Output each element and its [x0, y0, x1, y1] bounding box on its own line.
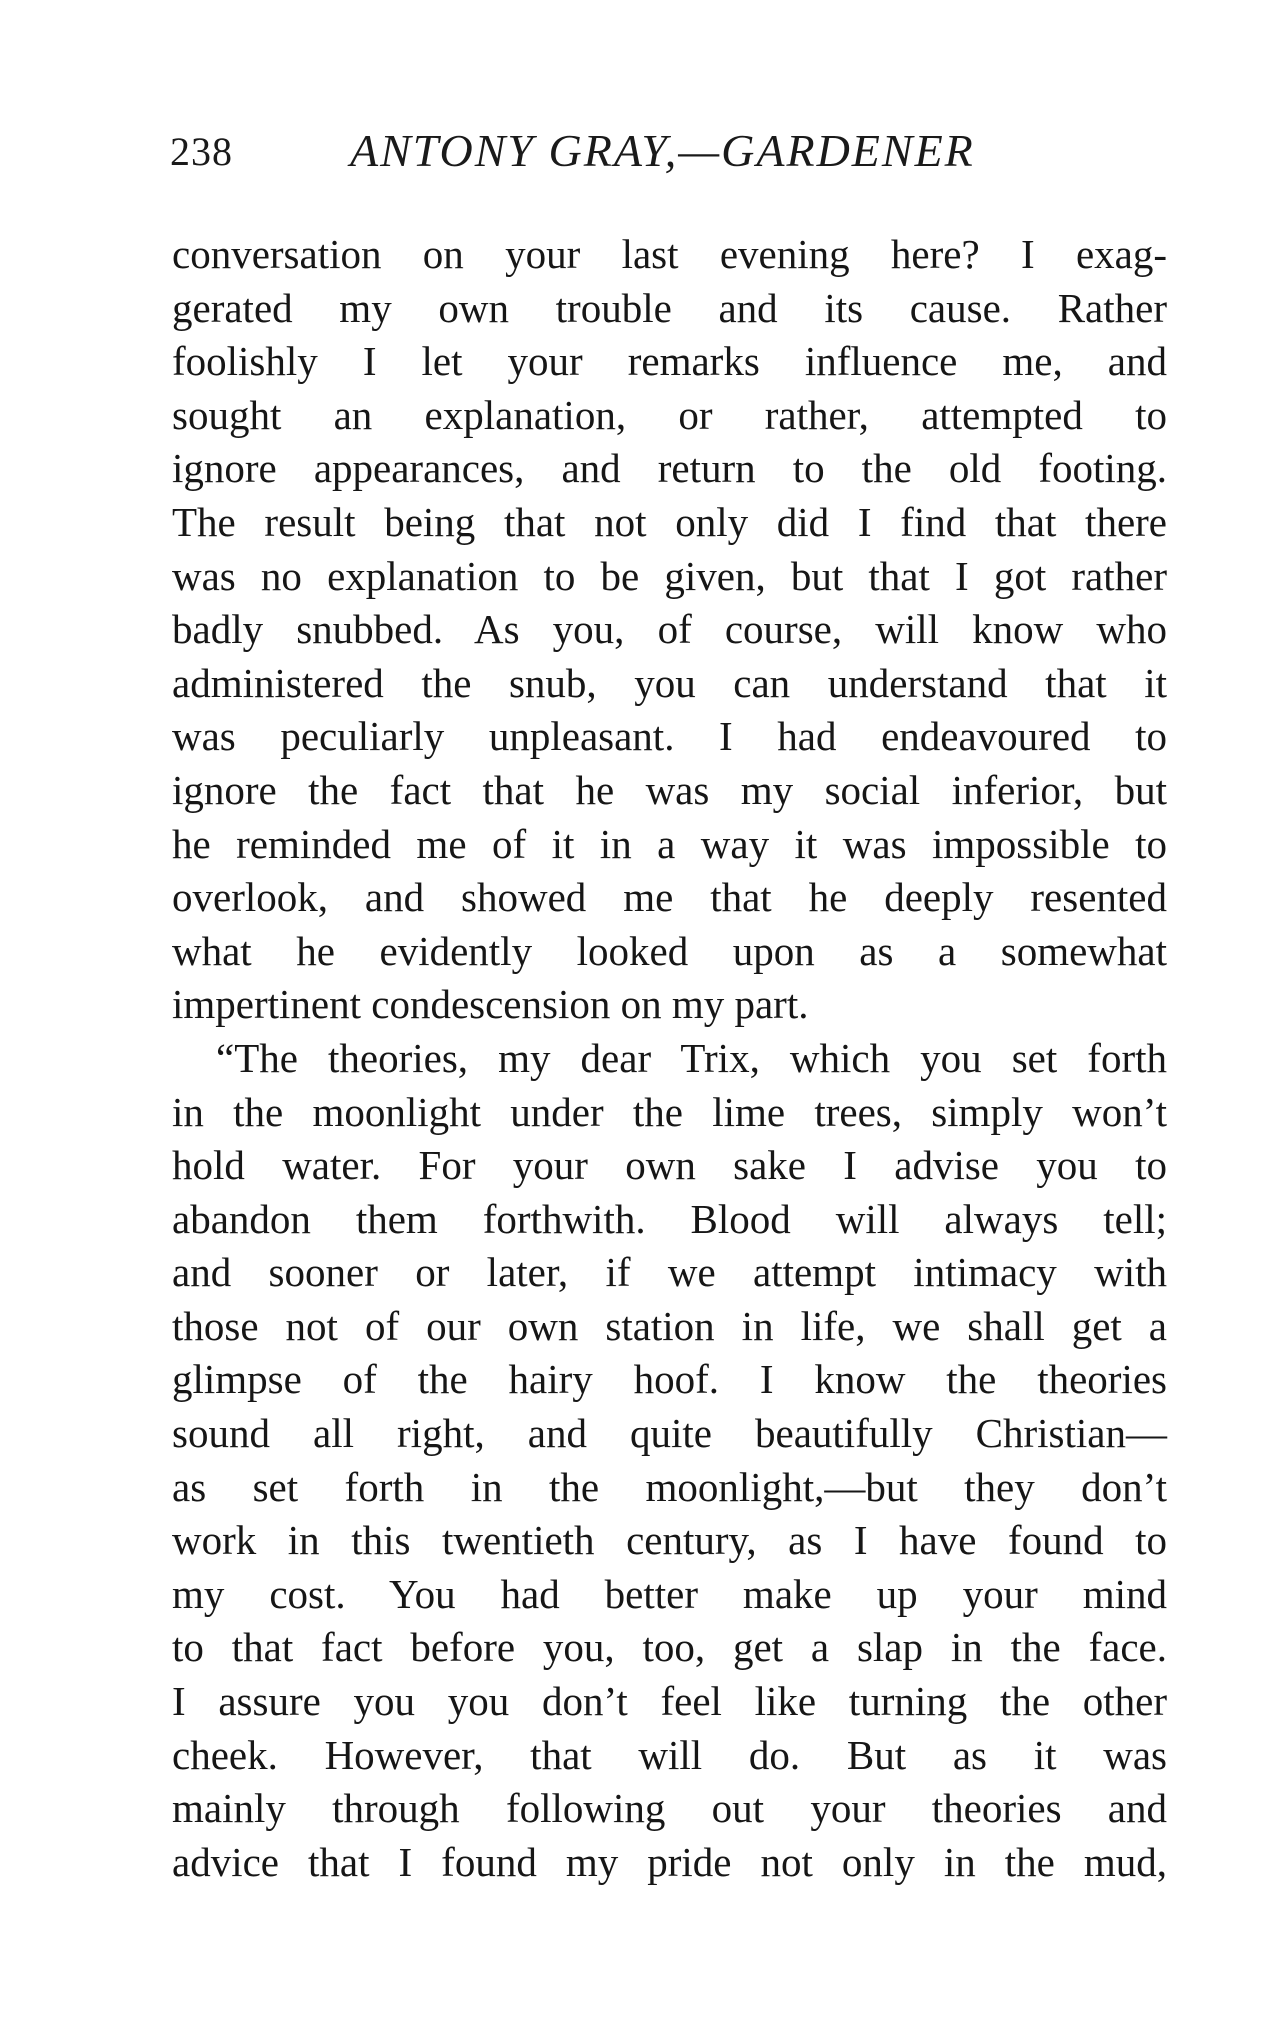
page-number: 238 [170, 129, 233, 174]
text-line: overlook, and showed me that he deeply resented [172, 874, 1167, 921]
running-head [170, 125, 1170, 188]
text-line: to that fact before you, too, get a slap in the face. [172, 1624, 1167, 1671]
paragraph [172, 1032, 1167, 1890]
text-line: as set forth in the moonlight,—but they don’t [172, 1463, 1167, 1510]
text-line: impertinent condescension on my part. [172, 981, 809, 1028]
running-title: ANTONY GRAY,—GARDENER [350, 125, 975, 176]
text-line: hold water. For your own sake I advise you to [172, 1142, 1167, 1189]
text-line: advice that I found my pride not only in the mud, [172, 1838, 1167, 1885]
text-line: ignore the fact that he was my social inferior, but [172, 766, 1167, 813]
text-line: badly snubbed. As you, of course, will know who [172, 606, 1167, 653]
text-line: The result being that not only did I find that there [172, 498, 1167, 545]
text-line: foolishly I let your remarks influence me, and [172, 338, 1167, 385]
text-line: he reminded me of it in a way it was impossible to [172, 820, 1167, 867]
text-line: those not of our own station in life, we shall get a [172, 1302, 1167, 1349]
text-line: gerated my own trouble and its cause. Rather [172, 284, 1167, 331]
text-line: sound all right, and quite beautifully Christian— [172, 1410, 1167, 1457]
paragraph [172, 228, 1167, 1032]
body-text [172, 228, 1167, 1889]
text-line: and sooner or later, if we attempt intimacy with [172, 1249, 1167, 1296]
text-line: sought an explanation, or rather, attempted to [172, 391, 1167, 438]
text-line: I assure you you don’t feel like turning the other [172, 1678, 1167, 1725]
text-line: “The theories, my dear Trix, which you set forth [216, 1034, 1167, 1081]
text-line: abandon them forthwith. Blood will always tell; [172, 1195, 1167, 1242]
text-line: cheek. However, that will do. But as it was [172, 1731, 1167, 1778]
text-line: was peculiarly unpleasant. I had endeavoured to [172, 713, 1167, 760]
text-line: what he evidently looked upon as a somewhat [172, 927, 1167, 974]
text-line: work in this twentieth century, as I have found to [172, 1517, 1167, 1564]
text-line: mainly through following out your theories and [172, 1785, 1167, 1832]
text-line: my cost. You had better make up your mind [172, 1570, 1167, 1617]
text-line: was no explanation to be given, but that I got rather [172, 552, 1167, 599]
text-line: administered the snub, you can understand that it [172, 659, 1167, 706]
text-line: ignore appearances, and return to the old footing. [172, 445, 1167, 492]
text-line: glimpse of the hairy hoof. I know the theories [172, 1356, 1167, 1403]
text-line: in the moonlight under the lime trees, simply won’t [172, 1088, 1167, 1135]
text-line: conversation on your last evening here? I exag- [172, 231, 1167, 277]
